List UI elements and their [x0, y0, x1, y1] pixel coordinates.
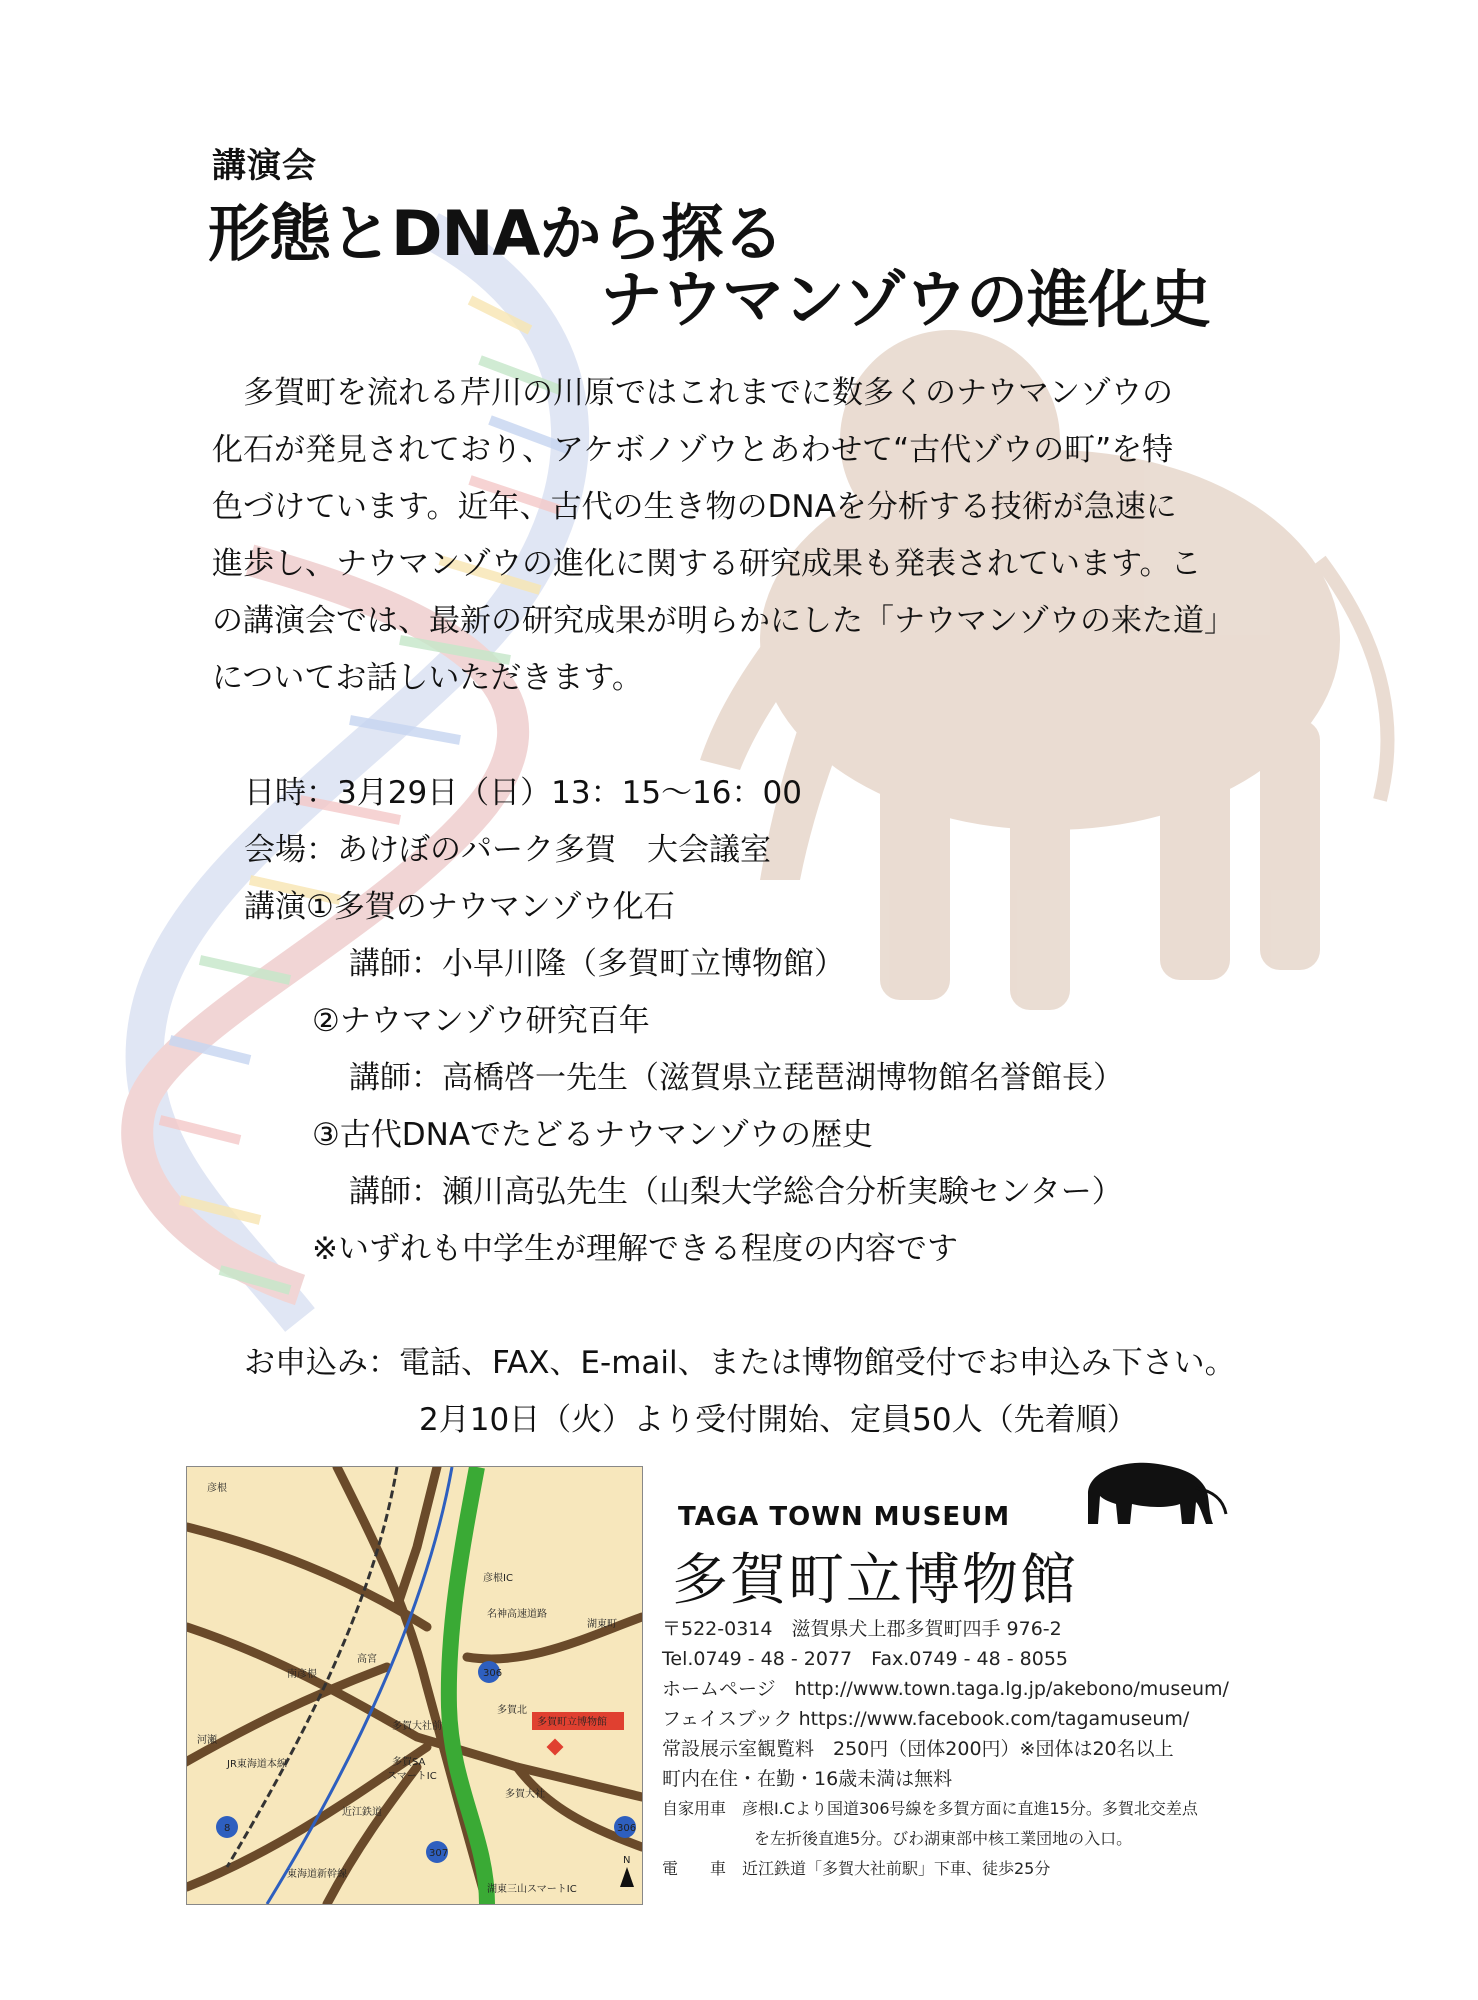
map-label-museum: 多賀町立博物館	[537, 1717, 607, 1728]
museum-homepage-link[interactable]: ホームページ http://www.town.taga.lg.jp/akebono/museum/	[662, 1678, 1229, 1700]
map-route-306: 306	[483, 1668, 503, 1679]
application-period: 2月10日（火）より受付開始、定員50人（先着順）	[419, 1402, 1138, 1438]
intro-line: 多賀町を流れる芹川の川原ではこれまでに数多くのナウマンゾウの	[212, 375, 1173, 411]
map-route-306-east: 306	[617, 1823, 637, 1834]
map-label-kotoh: 湖東町	[587, 1619, 617, 1630]
lecture-1-speaker: 講師：小早川隆（多賀町立博物館）	[349, 946, 845, 982]
map-label-hikone: 彦根	[207, 1483, 227, 1494]
intro-line: の講演会では、最新の研究成果が明らかにした「ナウマンゾウの来た道」	[212, 603, 1235, 639]
event-type-label: 講演会	[212, 146, 317, 186]
map-label-taga-taisha-mae: 多賀大社前	[392, 1721, 442, 1732]
map-route-8: 8	[224, 1823, 231, 1834]
map-label-shinkansen: 東海道新幹線	[287, 1869, 347, 1880]
lecture-3-title: ③古代DNAでたどるナウマンゾウの歴史	[312, 1117, 874, 1153]
museum-contact-info	[662, 1614, 1229, 1884]
map-label-taga-taisha: 多賀大社	[505, 1789, 545, 1800]
museum-name-japanese: 多賀町立博物館	[672, 1548, 1078, 1613]
map-label-kintetsu: 近江鉄道	[342, 1807, 382, 1818]
map-label-smart-ic: スマートIC	[387, 1771, 437, 1782]
intro-line: 化石が発見されており、アケボノゾウとあわせて“古代ゾウの町”を特	[212, 432, 1174, 468]
access-map	[186, 1466, 643, 1905]
map-label-minamihikone: 南彦根	[287, 1669, 317, 1680]
access-by-train: 電 車 近江鉄道「多賀大社前駅」下車、徒歩25分	[662, 1859, 1051, 1878]
application-info	[244, 1335, 1236, 1449]
event-details	[244, 765, 1124, 1278]
event-datetime: 日時：3月29日（日）13：15～16：00	[244, 775, 802, 811]
audience-note: ※いずれも中学生が理解できる程度の内容です	[312, 1231, 958, 1267]
intro-line: 色づけています。近年、古代の生き物のDNAを分析する技術が急速に	[212, 489, 1177, 525]
map-label-kotokan-ic: 湖東三山スマートIC	[487, 1884, 577, 1895]
map-label-jr: JR東海道本線	[227, 1759, 287, 1770]
intro-line: についてお話しいただきます。	[212, 660, 643, 696]
lecture-2-title: ②ナウマンゾウ研究百年	[312, 1003, 650, 1039]
title-line-2: ナウマンゾウの進化史	[600, 263, 1211, 336]
map-route-307: 307	[429, 1848, 449, 1859]
museum-phone-fax: Tel.0749 - 48 - 2077 Fax.0749 - 48 - 8055	[662, 1648, 1069, 1670]
title-line-1: 形態とDNAから探る	[208, 197, 784, 270]
free-admission-note: 町内在住・在勤・16歳未満は無料	[662, 1768, 953, 1790]
access-map-drawing	[187, 1467, 642, 1904]
access-by-car: 自家用車 彦根I.Cより国道306号線を多賀方面に直進15分。多賀北交差点	[662, 1799, 1198, 1818]
map-label-hikone-ic: 彦根IC	[483, 1573, 513, 1584]
intro-paragraph	[212, 365, 1332, 707]
map-north-label: N	[623, 1855, 631, 1866]
map-label-kawase: 河瀬	[197, 1735, 217, 1746]
lecture-3-speaker: 講師：瀬川高弘先生（山梨大学総合分析実験センター）	[349, 1174, 1123, 1210]
map-label-taga-sa: 多賀SA	[392, 1757, 426, 1768]
museum-address: 〒522-0314 滋賀県犬上郡多賀町四手 976-2	[662, 1618, 1062, 1640]
intro-line: 進歩し、ナウマンゾウの進化に関する研究成果も発表されています。こ	[212, 546, 1202, 582]
elephant-logo-icon	[1068, 1454, 1228, 1534]
map-label-taga-kita: 多賀北	[497, 1705, 527, 1716]
application-method: お申込み：電話、FAX、E-mail、または博物館受付でお申込み下さい。	[244, 1345, 1236, 1381]
museum-facebook-link[interactable]: フェイスブック https://www.facebook.com/tagamuseum/	[662, 1708, 1190, 1730]
lecture-1-title: 講演①多賀のナウマンゾウ化石	[244, 889, 675, 925]
museum-name-english: TAGA TOWN MUSEUM	[678, 1502, 1011, 1532]
admission-fee: 常設展示室観覧料 250円（団体200円）※団体は20名以上	[662, 1738, 1174, 1760]
lecture-2-speaker: 講師：高橋啓一先生（滋賀県立琵琶湖博物館名誉館長）	[349, 1060, 1124, 1096]
map-label-meishin: 名神高速道路	[487, 1609, 547, 1620]
access-by-car-cont: を左折後直進5分。びわ湖東部中核工業団地の入口。	[754, 1829, 1133, 1848]
map-label-takamiya: 高宮	[357, 1654, 377, 1665]
event-venue: 会場：あけぼのパーク多賀 大会議室	[244, 832, 771, 868]
